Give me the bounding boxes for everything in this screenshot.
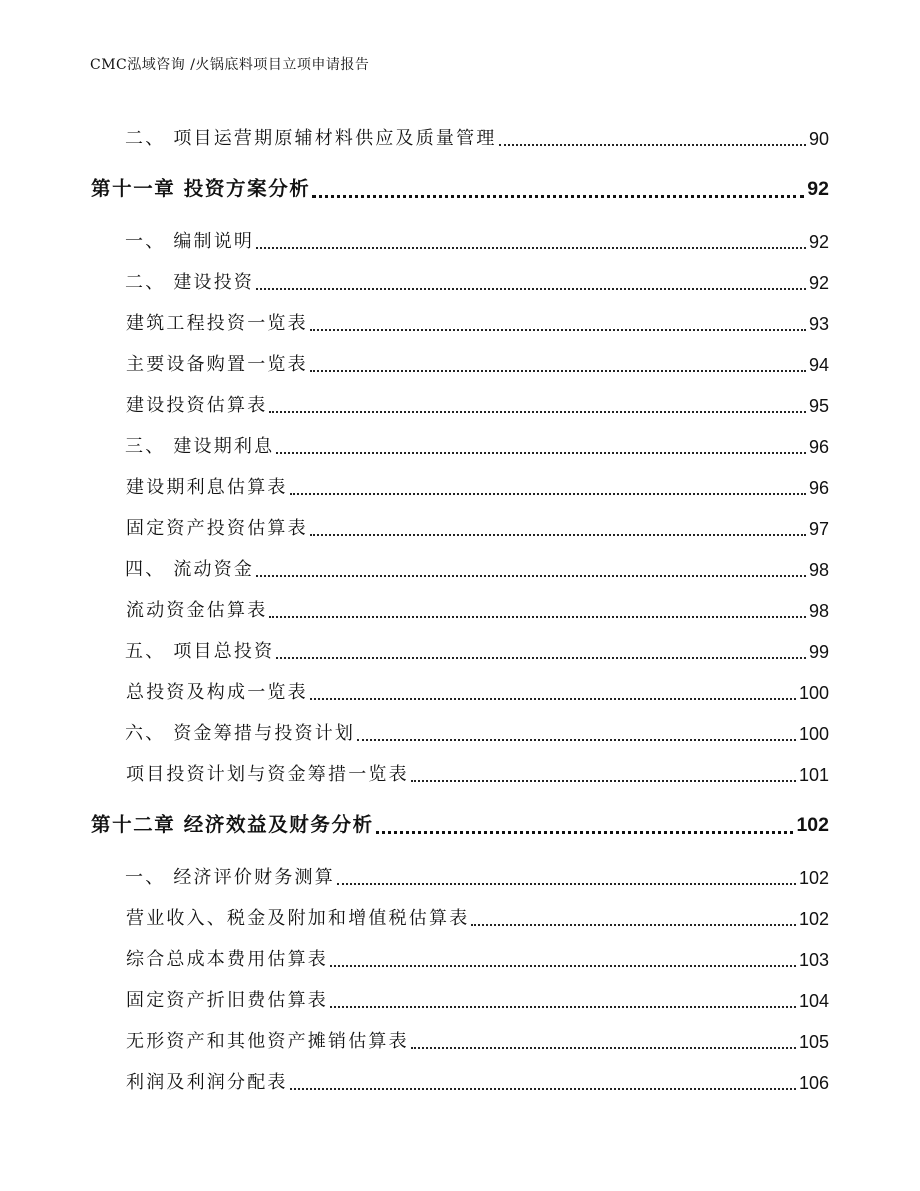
toc-entry-title: 建设投资估算表 xyxy=(126,395,268,416)
toc-entry-title: 总投资及构成一览表 xyxy=(126,682,308,703)
dot-leader xyxy=(310,697,796,700)
toc-page-number: 100 xyxy=(798,683,829,703)
toc-chapter-entry[interactable] xyxy=(91,173,829,201)
dot-leader xyxy=(357,738,796,741)
toc-entry[interactable] xyxy=(125,861,829,889)
toc-entry-title: 建筑工程投资一览表 xyxy=(126,313,308,334)
toc-page-number: 106 xyxy=(798,1073,829,1093)
toc-page-number: 96 xyxy=(808,478,829,498)
toc-entry[interactable] xyxy=(125,717,829,745)
toc-entry-title: 第十二章 经济效益及财务分析 xyxy=(91,813,374,836)
toc-page-number: 102 xyxy=(798,868,829,888)
toc-entry[interactable] xyxy=(126,943,829,971)
toc-entry[interactable] xyxy=(125,225,829,253)
toc-entry[interactable] xyxy=(126,389,829,417)
toc-entry[interactable] xyxy=(125,635,829,663)
dot-leader xyxy=(330,964,796,967)
toc-page-number: 98 xyxy=(808,601,829,621)
toc-page-number: 99 xyxy=(808,642,829,662)
toc-entry[interactable] xyxy=(126,902,829,930)
toc-page-number: 97 xyxy=(808,519,829,539)
toc-entry-title: 项目投资计划与资金筹措一览表 xyxy=(126,764,409,785)
toc-chapter-entry[interactable] xyxy=(91,809,829,837)
toc-entry-title: 无形资产和其他资产摊销估算表 xyxy=(126,1031,409,1052)
dot-leader xyxy=(276,656,806,659)
toc-entry[interactable] xyxy=(125,266,829,294)
dot-leader xyxy=(310,369,806,372)
toc-entry-title: 固定资产折旧费估算表 xyxy=(126,990,328,1011)
dot-leader xyxy=(499,143,806,146)
toc-entry-title: 第十一章 投资方案分析 xyxy=(91,177,311,200)
dot-leader xyxy=(337,882,796,885)
toc-entry-title: 综合总成本费用估算表 xyxy=(126,949,328,970)
toc-entry-title: 固定资产投资估算表 xyxy=(126,518,308,539)
dot-leader xyxy=(376,830,794,834)
dot-leader xyxy=(411,779,796,782)
toc-entry[interactable] xyxy=(126,984,829,1012)
toc-entry-title: 营业收入、税金及附加和增值税估算表 xyxy=(126,908,470,929)
toc-entry-title: 一、 经济评价财务测算 xyxy=(125,867,335,888)
toc-entry[interactable] xyxy=(125,430,829,458)
toc-entry-title: 二、 建设投资 xyxy=(125,272,255,293)
dot-leader xyxy=(256,246,806,249)
toc-entry-title: 主要设备购置一览表 xyxy=(126,354,308,375)
toc-entry[interactable] xyxy=(125,553,829,581)
dot-leader xyxy=(269,410,806,413)
toc-page-number: 105 xyxy=(798,1032,829,1052)
toc-entry-title: 建设期利息估算表 xyxy=(126,477,288,498)
dot-leader xyxy=(256,287,806,290)
dot-leader xyxy=(269,615,806,618)
toc-page-number: 95 xyxy=(808,396,829,416)
header-divider xyxy=(88,82,832,83)
toc-entry[interactable] xyxy=(126,1066,829,1094)
toc-entry-title: 六、 资金筹措与投资计划 xyxy=(125,723,356,744)
toc-entry[interactable] xyxy=(126,1025,829,1053)
toc-entry-title: 二、 项目运营期原辅材料供应及质量管理 xyxy=(125,128,497,149)
dot-leader xyxy=(276,451,806,454)
toc-entry[interactable] xyxy=(126,594,829,622)
toc-page-number: 90 xyxy=(808,129,829,149)
toc-entry-title: 四、 流动资金 xyxy=(125,559,255,580)
toc-entry[interactable] xyxy=(126,758,829,786)
dot-leader xyxy=(312,194,804,198)
toc-entry[interactable] xyxy=(126,512,829,540)
toc-entry[interactable] xyxy=(126,676,829,704)
toc-page-number: 94 xyxy=(808,355,829,375)
dot-leader xyxy=(256,574,806,577)
running-header: CMC泓域咨询 /火锅底料项目立项申请报告 xyxy=(90,57,370,73)
toc-entry-title: 一、 编制说明 xyxy=(125,231,255,252)
toc-entry[interactable] xyxy=(126,471,829,499)
dot-leader xyxy=(411,1046,796,1049)
dot-leader xyxy=(310,328,806,331)
toc-entry-title: 五、 项目总投资 xyxy=(125,641,275,662)
toc-page-number: 96 xyxy=(808,437,829,457)
toc-page-number: 100 xyxy=(798,724,829,744)
dot-leader xyxy=(330,1005,796,1008)
dot-leader xyxy=(310,533,806,536)
toc-entry-title: 利润及利润分配表 xyxy=(126,1072,288,1093)
dot-leader xyxy=(471,923,796,926)
toc-page-number: 102 xyxy=(798,909,829,929)
toc-page-number: 102 xyxy=(796,814,829,836)
toc-page-number: 101 xyxy=(798,765,829,785)
toc-page-number: 103 xyxy=(798,950,829,970)
toc-page-number: 93 xyxy=(808,314,829,334)
toc-entry-title: 流动资金估算表 xyxy=(126,600,268,621)
toc-entry[interactable] xyxy=(126,307,829,335)
toc-page-number: 92 xyxy=(808,273,829,293)
dot-leader xyxy=(290,492,806,495)
toc-entry[interactable] xyxy=(125,122,829,150)
dot-leader xyxy=(290,1087,796,1090)
toc-page-number: 92 xyxy=(808,232,829,252)
toc-page-number: 104 xyxy=(798,991,829,1011)
toc-page-number: 92 xyxy=(807,178,829,200)
toc-page-number: 98 xyxy=(808,560,829,580)
toc-entry[interactable] xyxy=(126,348,829,376)
toc-entry-title: 三、 建设期利息 xyxy=(125,436,275,457)
